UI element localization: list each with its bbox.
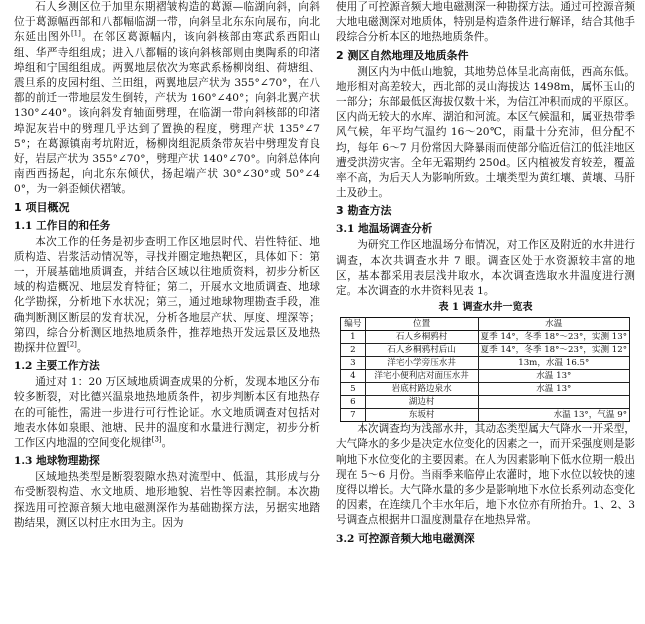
section-heading-3: 3 勘查方法 [336, 204, 392, 218]
cell-number: 1 [341, 331, 366, 344]
table-row [341, 370, 630, 383]
paragraph-water-level: 本次调查均为浅部水井，其动态类型属大气降水一开采型，大气降水的多少是决定水位变化的因素之一，而开采强度则是影响地下水位变化的主要因素。在人为因素影响下低水位期一般出现在 5～6 月份。当雨季来临停止农灌时，地下水位以较快的速度得以增长。大气降水量的多少是影响地下水位长系列动态变化的因素，在连续几个丰水年后，地下水位亦有所抬升。1、2、3 号调查点根据井口温度测量存在地热异常。 [336, 423, 635, 527]
cell-location: 洋宅小学旁压水井 [365, 357, 478, 370]
header-number: 编号 [341, 318, 366, 331]
right-column [336, 0, 635, 548]
cell-location: 石人乡桐鸦村 [365, 331, 478, 344]
subsection-heading-1-3: 1.3 地球物理勘探 [14, 455, 100, 468]
subsection-heading-3-1: 3.1 地温场调查分析 [336, 223, 433, 236]
section-heading-1: 1 项目概况 [14, 200, 70, 214]
table-row [341, 383, 630, 396]
table-row [341, 357, 630, 370]
paragraph-continuation: 使用了可控源音频大地电磁测深一种勘探方法。通过可控源音频大地电磁测深对地质体，特别是构造条件进行解译，结合其他手段综合分析本区的地热地质条件。 [336, 1, 635, 44]
citation-ref[interactable]: [3] [151, 435, 162, 444]
table-caption: 表 1 调查水井一览表 [438, 302, 533, 314]
table-row [341, 344, 630, 357]
cell-number: 7 [341, 409, 366, 422]
cell-number: 5 [341, 383, 366, 396]
cell-water-temp: 水温 13° [478, 370, 629, 383]
paragraph-tasks: 本次工作的任务是初步查明工作区地层时代、岩性特征、地质构造、岩浆活动情况等，寻找并圈定地热靶区，具体如下：第一，开展基础地质调查，并结合区域以往地质资料，初步分析区域的构造概况、地层发育特征；第二，开展水文地质调查、地球化学勘探，分析地下水状况；第三，通过地球物理勘查手段，准确判断测区断层的发育状况，分析各地层产状、厚度、埋深等；第四，综合分析测区地热地质条件，推荐地热开发远景区及地热勘探井位置[2]。 [14, 235, 320, 355]
paragraph-geography: 测区内为中低山地貌，其地势总体呈北高南低，西高东低。地形相对高差较大，西北部的灵山海拔达 1498m，属怀玉山的一部分；东部最低区海拔仅数十米，为信江冲积而成的平原区。区内尚无较大的水库、湖泊和河流。本区气候温和，属亚热带季风气候，年平均气温约 16～20℃，雨量十分充沛，但分配不均，每年 6～7 月份常因大降暴雨而使部分临近信江的低洼地区遭受洪涝灾害。全年无霜期约 250d。区内植被发育较差，覆盖率不高，为后天人为影响所致。土壤类型为黄红壤、黄壤、马肝土及砂土。 [336, 65, 635, 200]
cell-number: 2 [341, 344, 366, 357]
cell-location: 东坂村 [365, 409, 478, 422]
cell-water-temp: 夏季 14°，冬季 18°～23°，实测 13° [478, 331, 629, 344]
paragraph-geology-syncline: 石人乡测区位于加里东期褶皱构造的葛源—临湖向斜，向斜位于葛源幅西部和八都幅临湖一带，向斜呈北东东向展布，向北东延出图外[1]。在邻区葛源幅内，该向斜核部由寒武系西阳山组、华严寺组组成；进入八都幅的该向斜核部则由奥陶系的印渚埠组和宁国组组成。两翼地层依次为寒武系杨柳岗组、荷塘组、震旦系的皮园村组、兰田组，两翼地层产状为 355°∠70°，在八都的前迁一带地层发生倒转，产状为 160°∠40°；向斜北翼产状 130°∠40°。该向斜发育轴面劈理，在临湖一带向斜核部的印渚埠泥灰岩中的劈理几乎达到了置换的程度，劈理产状 135°∠75°；在葛源镇南考坑附近，杨柳岗组泥质条带灰岩中劈理发育良好，岩层产状为 355°∠70°，劈理产状 140°∠70°。向斜总体向南西西扬起，向北东东倾伏，扬起端产状 30°∠30°或 50°∠40°，为一斜歪倾伏褶皱。 [14, 1, 321, 196]
subsection-heading-3-2: 3.2 可控源音频大地电磁测深 [336, 532, 475, 545]
table-header-row [341, 318, 630, 331]
cell-water-temp: 水温 13°，气温 9° [478, 409, 629, 422]
paragraph-geophysics: 区域地热类型是断裂裂隙水热对流型中、低温，其形成与分布受断裂构造、水文地质、地形地貌、岩性等因素控制。本次勘探选用可控源音频大地电磁测深作为基础勘探方法，另据实地踏勘结果，测区以村庄水田为主。因为 [14, 471, 320, 529]
table-row [341, 409, 630, 422]
subsection-heading-1-1: 1.1 工作目的和任务 [14, 219, 111, 232]
header-water-temp: 水温 [478, 318, 629, 331]
subsection-heading-1-2: 1.2 主要工作方法 [14, 360, 100, 373]
cell-location: 湖边村 [365, 396, 478, 409]
cell-water-temp: 水温 13° [478, 383, 629, 396]
cell-water-temp [478, 396, 629, 409]
table-row [341, 331, 630, 344]
well-survey-table [340, 317, 630, 422]
cell-number: 4 [341, 370, 366, 383]
paragraph-temperature-survey: 为研究工作区地温场分布情况，对工作区及附近的水井进行调查，本次共调查水井 7 眼。调查区处于水资源较丰富的地区，基本都采用表层浅井取水，本次调查选取水井温度进行测定。本次调查的水井资料见表 1。 [336, 239, 635, 298]
cell-location: 石人乡桐鸦村后山 [365, 344, 478, 357]
cell-water-temp: 夏季 14°，冬季 18°～23°，实测 12° [478, 344, 629, 357]
cell-location: 岩底村路边泉水 [365, 383, 478, 396]
header-location: 位置 [365, 318, 478, 331]
left-column [14, 0, 320, 531]
table-row [341, 396, 630, 409]
cell-water-temp: 13m，水温 16.5° [478, 357, 629, 370]
paragraph-methods: 通过对 1：20 万区域地质调查成果的分析，发现本地区分布较多断裂，对比德兴温泉地热地质条件，初步判断本区有地热存在的可能性，需进一步进行可行性论证。水文地质调查对包括对地表水体如泉眼、池塘、民井的温度和水量进行测定，初步分析工作区内地温的空间变化规律[3]。 [14, 376, 320, 450]
cell-number: 6 [341, 396, 366, 409]
citation-ref[interactable]: [2] [66, 340, 77, 349]
citation-ref[interactable]: [1] [70, 29, 81, 38]
cell-number: 3 [341, 357, 366, 370]
cell-location: 洋宅小便利店对面压水井 [365, 370, 478, 383]
section-heading-2: 2 测区自然地理及地质条件 [336, 48, 469, 62]
